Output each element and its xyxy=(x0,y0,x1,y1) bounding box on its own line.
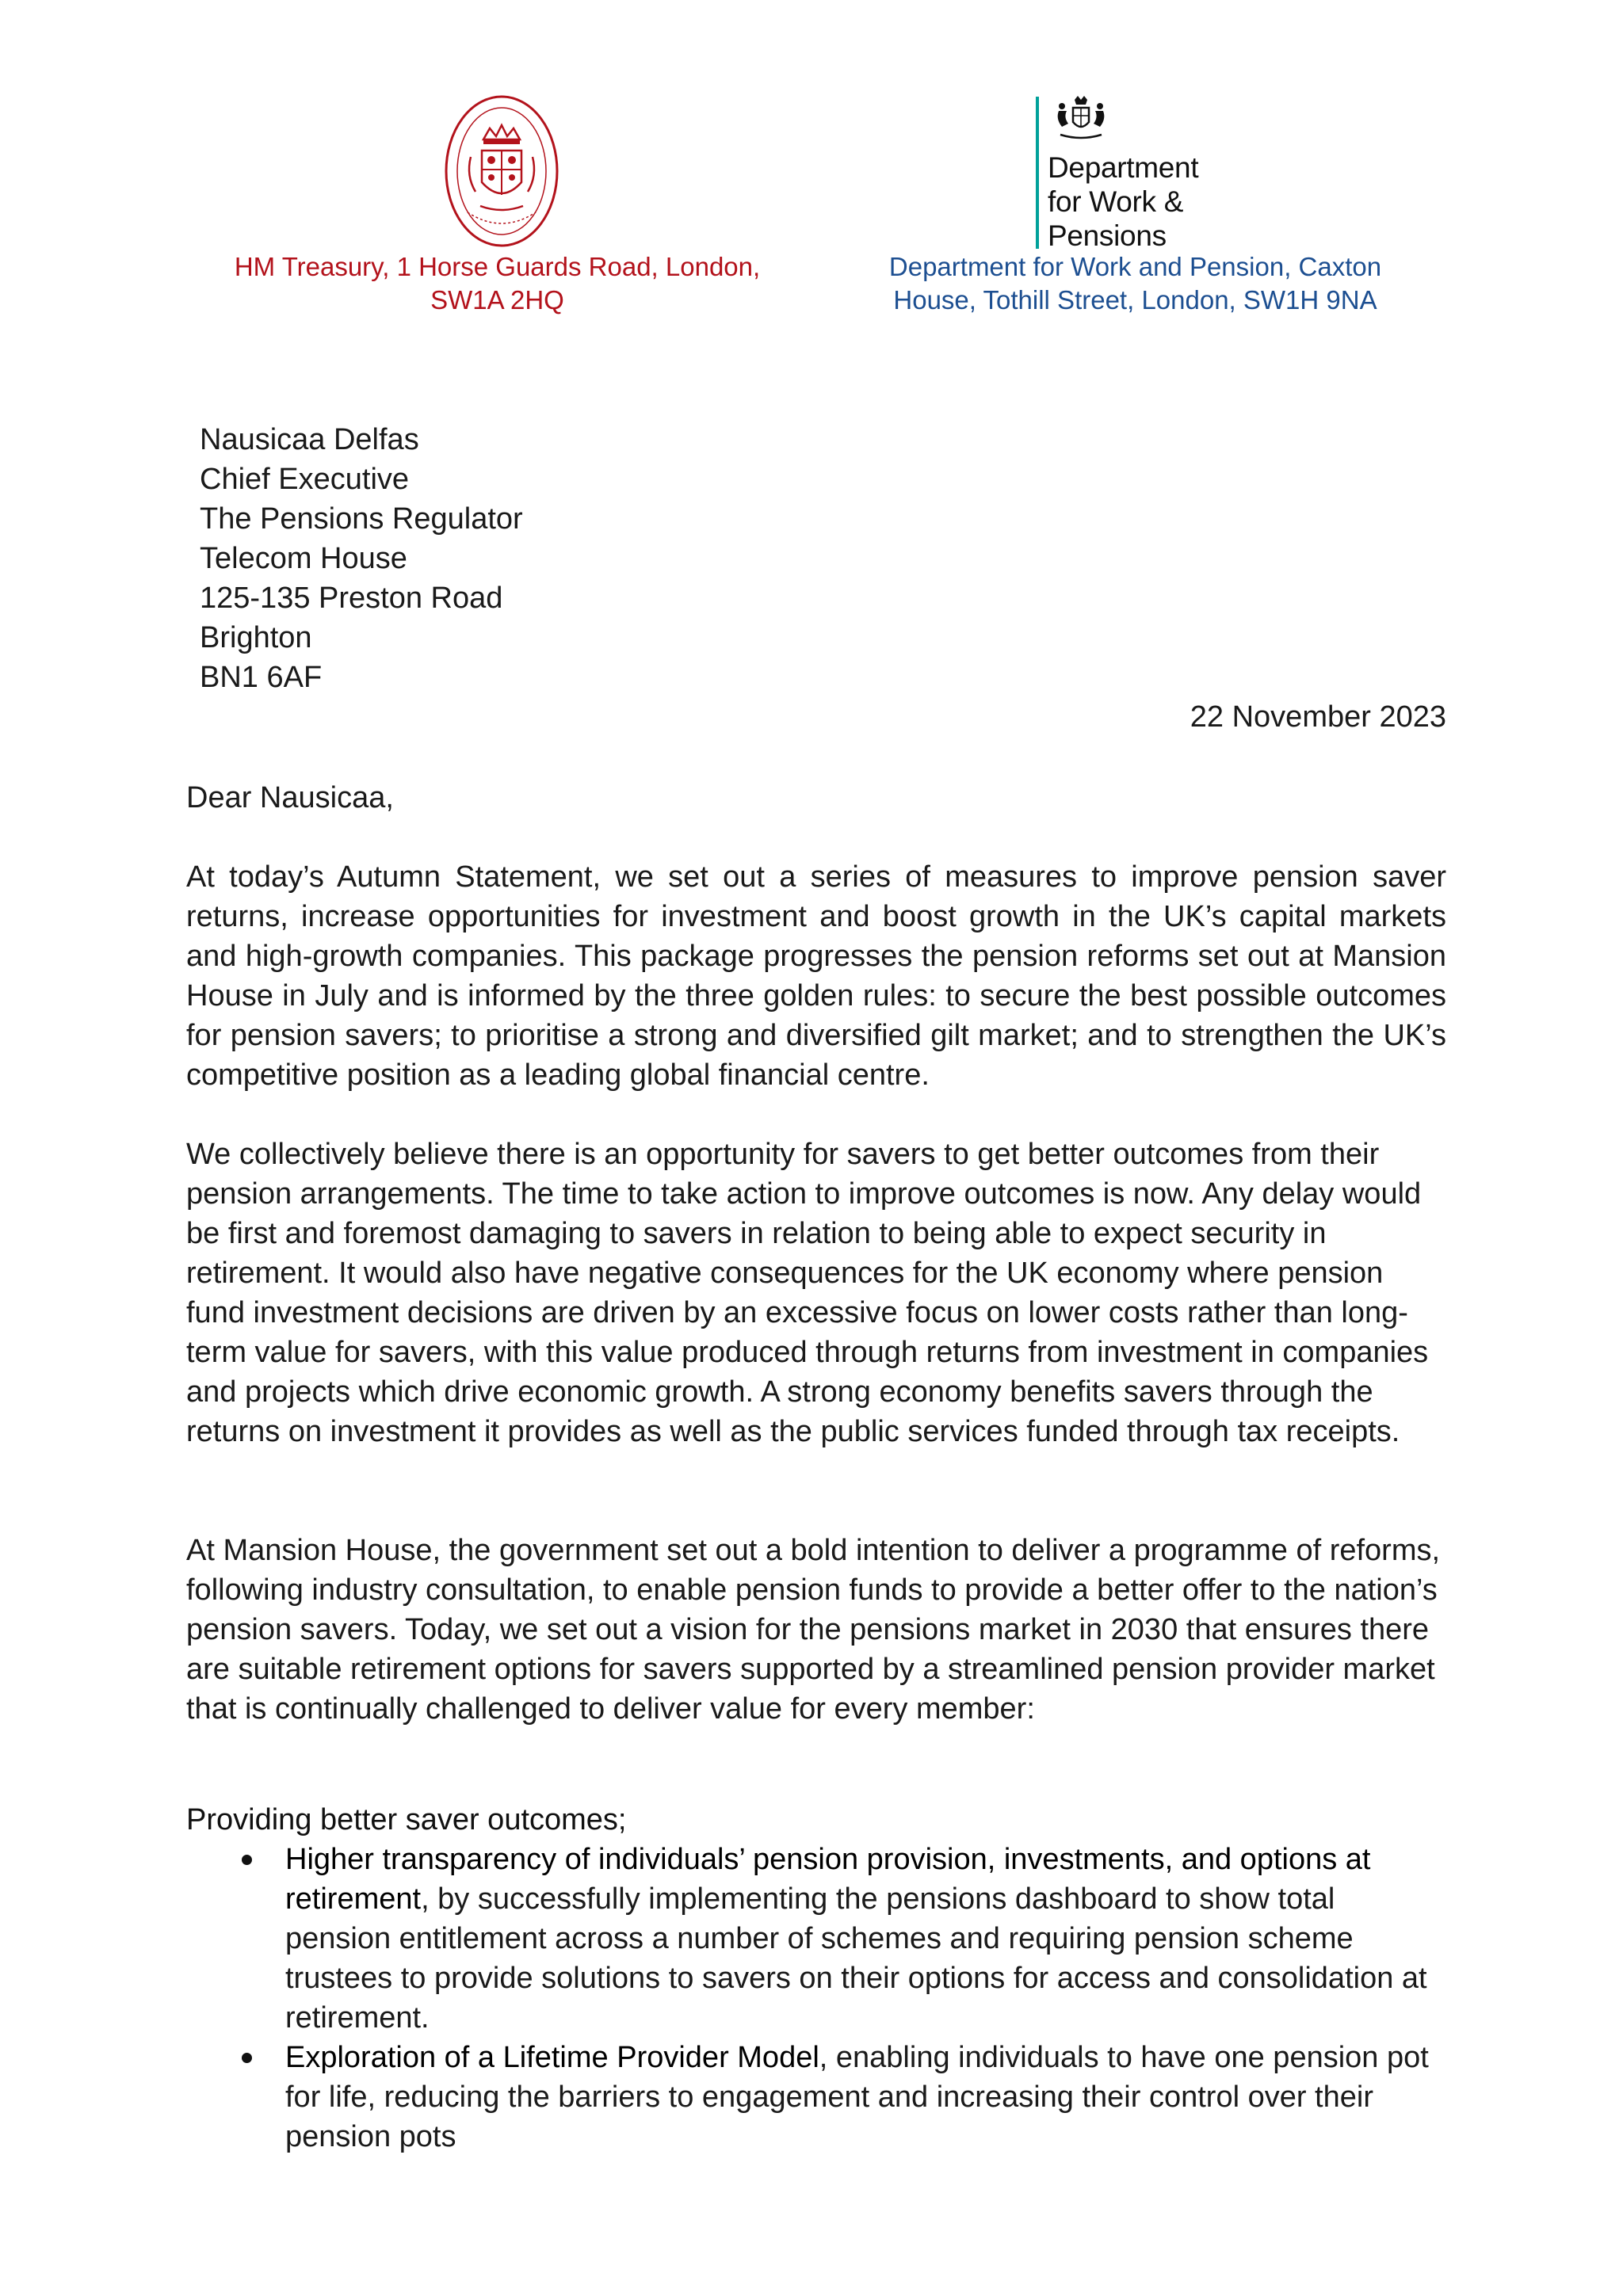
list-item xyxy=(186,1840,1446,2038)
dwp-address xyxy=(852,250,1419,317)
body-paragraph: We collectively believe there is an opportunity for savers to get better outcomes from their pension arrangements. The time to take action to improve outcomes is now. Any delay would be first and foremost damaging to savers in relation to being able to expect security in retirement. It would also have negative consequences for the UK economy where pension fund investment decisions are driven by an excessive focus on lower costs rather than long-term value for savers, with this value produced through returns from investment in companies and projects which drive economic growth. A strong economy benefits savers through the returns on investment it provides as well as the public services funded through tax receipts. xyxy=(186,1138,1429,1448)
treasury-address xyxy=(214,250,781,317)
recipient-line: Chief Executive xyxy=(200,463,410,496)
letter-date: 22 November 2023 xyxy=(1190,700,1446,734)
bullet-lead: Higher transparency of individuals’ pension provision, investments, and options at retirement xyxy=(285,1843,1371,1916)
bullet-icon xyxy=(242,1855,252,1865)
body-paragraph: At Mansion House, the government set out a bold intention to deliver a programme of reforms, following industry consultation, to enable pension funds to provide a better offer to the nation’s pension savers. Today, we set out a vision for the pensions market in 2030 that ensures there are suitable retirement options for savers supported by a streamlined pension provider market that is continually challenged to deliver value for every member: xyxy=(186,1534,1441,1726)
bullet-text: , by successfully implementing the pensions dashboard to show total pension entitlement across a number of schemes and requiring pension scheme trustees to provide solutions to savers on their options for access and consolidation at retirement. xyxy=(285,1882,1427,2035)
recipient-address-block xyxy=(200,420,523,697)
bullet-list xyxy=(186,1840,1446,2157)
bullet-icon xyxy=(242,2053,252,2063)
recipient-line: Nausicaa Delfas xyxy=(200,423,419,456)
dwp-name-line: Department xyxy=(1048,151,1199,184)
recipient-line: Telecom House xyxy=(200,542,407,575)
recipient-line: Brighton xyxy=(200,621,312,654)
chancellor-of-the-exchequer-crest xyxy=(444,93,559,249)
recipient-line: 125-135 Preston Road xyxy=(200,582,503,615)
dwp-name-line: Pensions xyxy=(1048,219,1167,252)
recipient-line: BN1 6AF xyxy=(200,661,323,694)
dwp-logo-wordmark xyxy=(1048,151,1198,253)
body-paragraph: At today’s Autumn Statement, we set out a series of measures to improve pension saver returns, increase opportunities for investment and boost growth in the UK’s capital markets and high-growth companies. This package progresses the pension reforms set out at Mansion House in July and is informed by the three golden rules: to secure the best possible outcomes for pension savers; to prioritise a strong and diversified gilt market; and to strengthen the UK’s competitive position as a leading global financial centre. xyxy=(186,860,1446,1092)
treasury-address-line1: HM Treasury, 1 Horse Guards Road, London, xyxy=(234,252,761,281)
list-item xyxy=(186,2038,1446,2157)
dwp-logo-rule xyxy=(1036,97,1039,249)
dwp-address-line2: House, Tothill Street, London, SW1H 9NA xyxy=(893,285,1377,315)
section-heading: Providing better saver outcomes; xyxy=(186,1803,627,1836)
royal-coat-of-arms-icon xyxy=(1052,95,1109,144)
treasury-address-line2: SW1A 2HQ xyxy=(430,285,564,315)
bullet-text: , enabling individuals to have one pension pot for life, reducing the barriers to engagement and increasing their control over their pension pots xyxy=(285,2041,1429,2153)
recipient-line: The Pensions Regulator xyxy=(200,502,523,536)
dwp-name-line: for Work & xyxy=(1048,185,1184,218)
greeting: Dear Nausicaa, xyxy=(186,781,394,814)
dwp-address-line1: Department for Work and Pension, Caxton xyxy=(888,252,1382,281)
bullet-lead: Exploration of a Lifetime Provider Model xyxy=(285,2041,819,2074)
